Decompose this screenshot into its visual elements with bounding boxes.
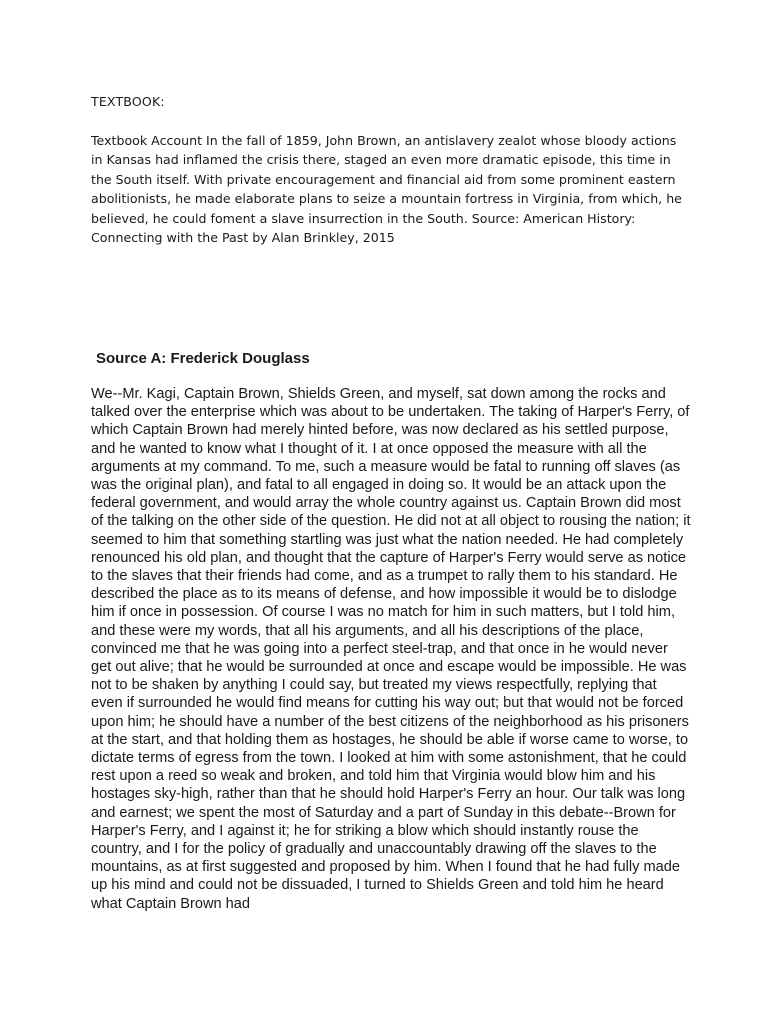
source-a-body-paragraph: We--Mr. Kagi, Captain Brown, Shields Green, and myself, sat down among the rocks and talked over the enterprise which was about to be undertaken. The taking of Harper's Ferry, of which Captain Brown had merely hinted before, was now declared as his settled purpose, and he wanted to know what I thought of it. I at once opposed the measure with all the arguments at my command. To me, such a measure would be fatal to running off slaves (as was the original plan), and fatal to all engaged in doing so. It would be an attack upon the federal government, and would array the whole country against us. Captain Brown did most of the talking on the other side of the question. He did not at all object to rousing the nation; it seemed to him that something startling was just what the nation needed. He had completely renounced his old plan, and thought that the capture of Harper's Ferry would serve as notice to the slaves that their friends had come, and as a trumpet to rally them to his standard. He described the place as to its means of defense, and how impossible it would be to dislodge him if once in possession. Of course I was no match for him in such matters, but I told him, and these were my words, that all his arguments, and all his descriptions of the place, convinced me that he was going into a perfect steel-trap, and that once in he would never get out alive; that he would be surrounded at once and escape would be impossible. He was not to be shaken by anything I could say, but treated my views respectfully, replying that even if surrounded he would find means for cutting his way out; but that would not be forced upon him; he should have a number of the best citizens of the neighborhood as his prisoners at the start, and that holding them as hostages, he should be able if worse came to worse, to dictate terms of egress from the town. I looked at him with some astonishment, that he could rest upon a reed so weak and broken, and told him that Virginia would blow him and his hostages sky-high, rather than that he should hold Harper's Ferry an hour. Our talk was long and earnest; we spent the most of Saturday and a part of Sunday in this debate--Brown for Harper's Ferry, and I against it; he for striking a blow which should instantly rouse the country, and I for the policy of gradually and unaccountably drawing off the slaves to the mountains, as at first suggested and proposed by him. When I found that he had fully made up his mind and could not be dissuaded, I turned to Shields Green and told him he heard what Captain Brown had — [91, 386, 691, 912]
textbook-account-paragraph: Textbook Account In the fall of 1859, John Brown, an antislavery zealot whose bloody actions in Kansas had inflamed the crisis there, staged an even more dramatic episode, this time in the South itself. With private encouragement and financial aid from some prominent eastern abolitionists, he made elaborate plans to seize a mountain fortress in Virginia, from which, he believed, he could foment a slave insurrection in the South. Source: American History: Connecting with the Past by Alan Brinkley, 2015 — [91, 133, 682, 246]
textbook-heading: TEXTBOOK: — [91, 94, 165, 109]
source-a-title: Source A: Frederick Douglass — [96, 350, 310, 367]
